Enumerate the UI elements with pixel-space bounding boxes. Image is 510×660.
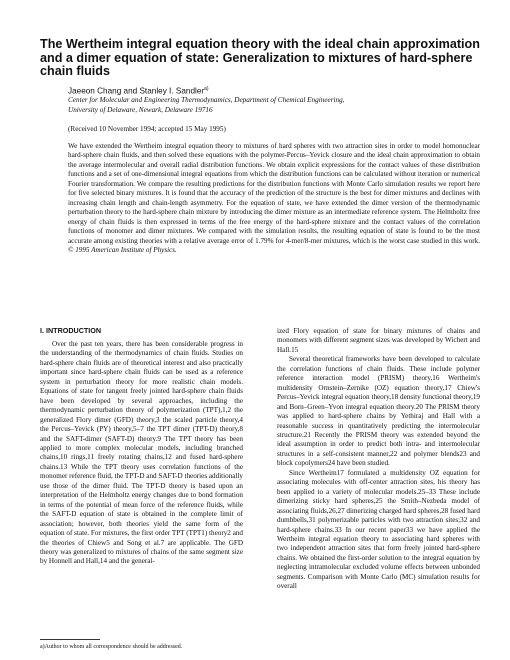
footnote-rule [40,639,100,640]
footnote: a)Author to whom all correspondence should be addressed. [40,644,183,650]
left-column-body: Over the past ten years, there has been considerable progress in the understanding of the thermodynamics of chain fluids. Studies on hard-sphere chain fluids are of theoretical interest and also practically important since hard-sphere chain fluids can be used as a reference system in perturbation theory for more realistic chain models. Equations of state for tangent freely jointed hard-sphere chain fluids have been developed by several approaches, including the thermodynamic perturbation theory of polymerization (TPT),1,2 the generalized Flory dimer (GFD) theory,3 the scaled particle theory,4 the Percus–Yevick (PY) theory,5–7 the TPT dimer (TPT-D) theory,8 and the SAFT-dimer (SAFT-D) theory.9 The TPT theory has been applied to more complex molecular models, including branched chains,10 rings,11 freely rotating chains,12 and fused hard-sphere chains.13 While the TPT theory uses correlation functions of the monomer reference fluid, the TPT-D and SAFT-D theories additionally use those of the dimer fluid. The TPT-D theory is based upon an interpretation of the Helmholtz energy changes due to bond formation in terms of the potential of mean force of the reference fluids, while the SAFT-D equation of state is obtained in the complete limit of association; however, both theories yield the same form of the equation of state. For mixtures, the first order TPT (TPT1) theory2 and the theories of Chiew5 and Song et al.7 are applicable. The GFD theory was generalized to mixtures of chains of the same segment size by Honnell and Hall,14 and the general- [40,340,244,566]
section-heading-introduction: I. INTRODUCTION [40,326,102,335]
received-dates: (Received 10 November 1994; accepted 15 May 1995) [68,125,226,133]
affiliation-line-1: Center for Molecular and Engineering Thermodynamics, Department of Chemical Engineering, [68,96,345,104]
paper-title: The Wertheim integral equation theory with the ideal chain approximation and a dimer equation of state: Generalization to mixtures of hard-sphere chain fluids [40,37,480,79]
copyright-notice: © 1995 American Institute of Physics. [68,245,177,254]
right-column-paragraph-2: Several theoretical frameworks have been developed to calculate the correlation functions of chain fluids. These include polymer reference interaction model (PRISM) theory,16 Wertheim's multidensity Ornstein–Zernike (OZ) equation theory,17 Chiew's Percus–Yevick integral equation theory,18 density functional theory,19 and Born–Green–Yvon integral equation theory.20 The PRISM theory was applied to hard-sphere chains by Yethiraj and Hall with a reasonable success in quantitatively predicting the intermolecular structure.21 Recently the PRISM theory was extended beyond the ideal assumption in order to predict both intra- and intermolecular structures in a self-consistent manner,22 and polymer blends23 and block copolymers24 have been studied. [277,355,480,468]
abstract [68,142,480,255]
right-column [277,327,480,592]
author-footnote-mark: a) [204,86,209,92]
right-column-paragraph-3: Since Wertheim17 formulated a multidensity OZ equation for associating molecules with off-center attraction sites, his theory has been applied to a variety of molecular models.25–33 These include dimerizing sticky hard spheres,25 the Smith–Nezbeda model of associating fluids,26,27 dimerizing charged hard spheres,28 fused hard dumbbells,31 polymerizable particles with two attraction sites;32 and hard-sphere chains.33 In our recent paper33 we have applied the Wertheim integral equation theory to associating hard spheres with two independent attraction sites that form freely jointed hard-sphere chains. We obtained the first-order solution to the integral equation by neglecting intramolecular excluded volume effects between unbonded segments. Comparison with Monte Carlo (MC) simulation results for overall [277,468,480,591]
author-names: Jaeeon Chang and Stanley I. Sandler [68,86,205,96]
right-column-paragraph-1: ized Flory equation of state for binary mixtures of chains and monomers with different segment sizes was developed by Wichert and Hall.15 [277,327,480,354]
affiliation-line-2: University of Delaware, Newark, Delaware 19716 [68,105,213,114]
abstract-text: We have extended the Wertheim integral equation theory to mixtures of hard spheres with two attraction sites in order to model homonuclear hard-sphere chain fluids, and then solved these equations with the polymer-Percus–Yevick closure and the ideal chain approximation to obtain the average intermolecular and overall radial distribution functions. We obtain explicit expressions for the contact values of these distribution functions and a set of one-dimensional integral equations from which the distribution functions can be calculated without iteration or numerical Fourier transformation. We compare the resulting predictions for the distribution functions with Monte Carlo simulation results we report here for five selected binary mixtures. It is found that the accuracy of the prediction of the structure is the best for dimer mixtures and declines with increasing chain length and chain-length asymmetry. For the equation of state, we have extended the dimer version of the thermodynamic perturbation theory to the hard-sphere chain mixture by introducing the dimer mixture as an intermediate reference system. The Helmholtz free energy of chain fluids is then expressed in terms of the free energy of the hard-sphere mixture and the contact values of the correlation functions of monomer and dimer mixtures. We compared with the simulation results, the resulting equation of state is found to be the most accurate among existing theories with a relative average error of 1.79% for 4-mer/8-mer mixtures, which is the worst case studied in this work. [68,142,480,245]
affiliation [68,96,344,115]
author-list [68,84,209,97]
